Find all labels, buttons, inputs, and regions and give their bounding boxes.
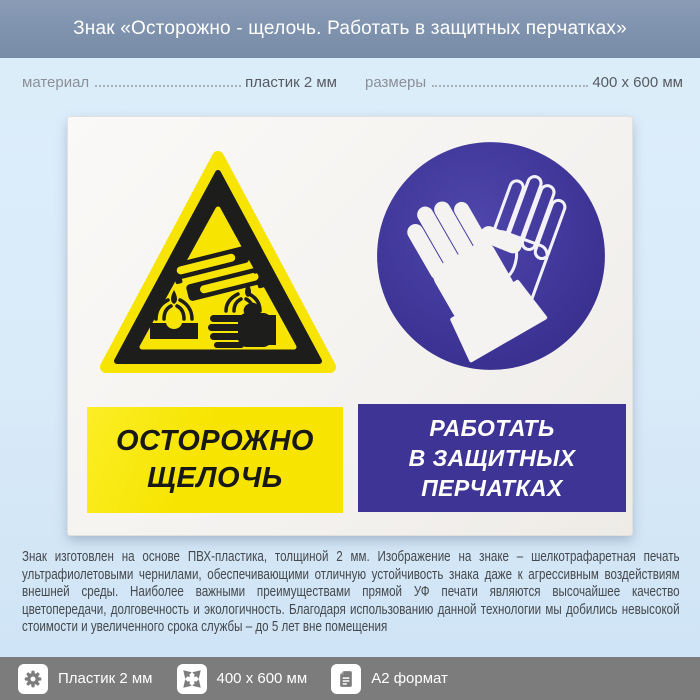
expand-arrows-icon	[177, 664, 207, 694]
footer-item-format	[331, 664, 448, 694]
footer-item-material	[18, 664, 153, 694]
spec-size-label: размеры	[365, 74, 427, 91]
mandatory-text-panel	[358, 404, 626, 512]
spec-row	[22, 74, 683, 91]
protective-gloves-icon	[372, 137, 610, 375]
sign-image	[68, 117, 632, 535]
gear-icon	[18, 664, 48, 694]
page-title: Знак «Осторожно - щелочь. Работать в защитных перчатках»	[73, 18, 627, 39]
warning-line: ОСТОРОЖНО	[116, 425, 314, 457]
spec-material-value: пластик 2 мм	[245, 74, 337, 91]
footer-item-size	[177, 664, 308, 694]
dotted-leader	[432, 85, 588, 87]
mandatory-line: В ЗАЩИТНЫХ	[408, 445, 576, 471]
footer-label: А2 формат	[371, 670, 448, 687]
warning-text-panel	[87, 407, 343, 513]
footer-label: Пластик 2 мм	[58, 670, 153, 687]
spec-size	[365, 74, 683, 91]
document-icon	[331, 664, 361, 694]
mandatory-line: ПЕРЧАТКАХ	[421, 475, 563, 501]
corrosive-hazard-icon	[98, 147, 338, 375]
spec-material	[22, 74, 337, 91]
footer-label: 400 x 600 мм	[216, 670, 308, 687]
dotted-leader	[95, 85, 241, 87]
header-bar	[0, 0, 700, 58]
spec-material-label: материал	[22, 74, 90, 91]
spec-size-value: 400 x 600 мм	[592, 74, 683, 91]
product-description: Знак изготовлен на основе ПВХ-пластика, толщиной 2 мм. Изображение на знаке – шелкотрафаретная печать ультрафиолетовыми чернилами, обеспечивающими отличную устойчивость знака даже к агрессивным воздействиям внешней среды. Наиболее важными преимуществами прямой УФ печати являются высочайшее качество цветопередачи, долговечность и экологичность. Благодаря использованию данной технологии мы добились невысокой стоимости и увеличенного срока службы – до 5 лет вне помещения	[22, 549, 680, 635]
mandatory-line: РАБОТАТЬ	[429, 415, 555, 441]
warning-line: ЩЕЛОЧЬ	[147, 462, 283, 494]
footer-bar	[0, 657, 700, 700]
